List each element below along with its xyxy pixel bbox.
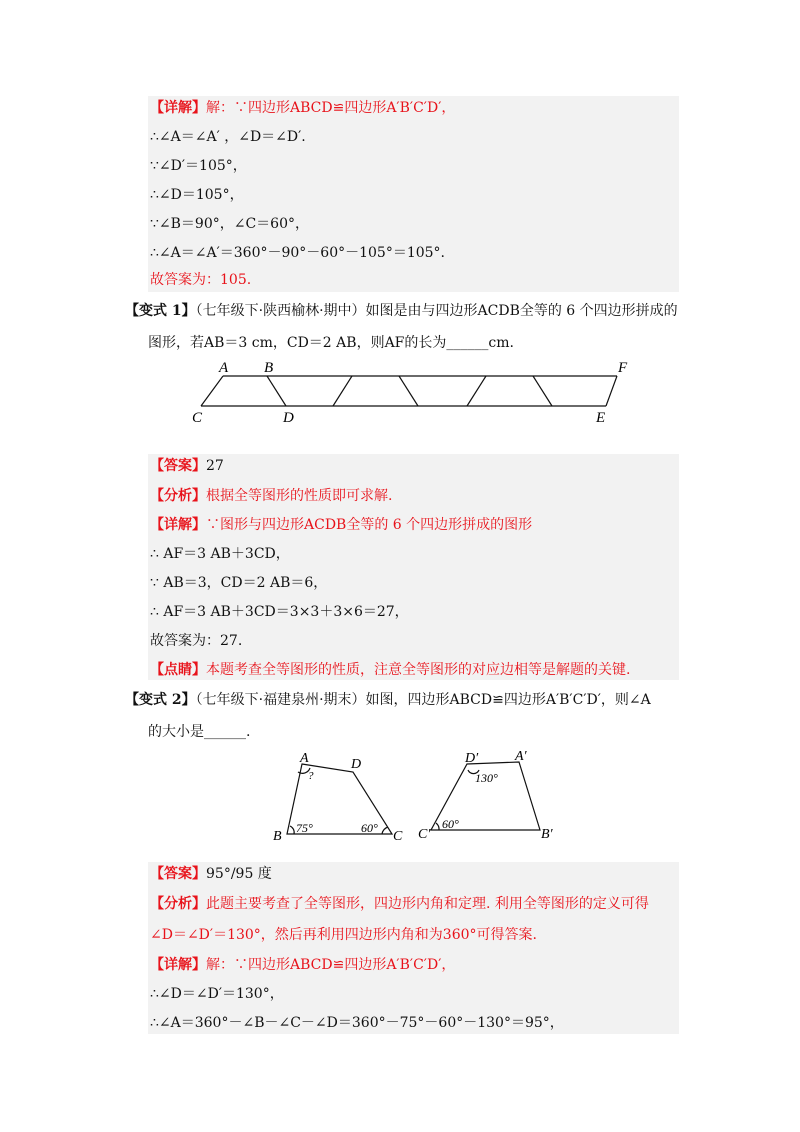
detail-text: 解：∵四边形ABCD≌四边形A′B′C′D′，	[206, 100, 456, 116]
variant-1-text: （七年级下·陕西榆林·期中）如图是由与四边形ACDB全等的 6 个四边形拼成的	[195, 303, 678, 319]
step-line: ∴∠D＝∠D′＝130°，	[150, 986, 284, 1002]
fig2-label-75: 75°	[296, 821, 313, 835]
detail-tag: 【详解】	[150, 517, 206, 533]
variant-1-line-1	[125, 301, 678, 321]
fig2-label-B-prime: B′	[541, 827, 553, 842]
fig2-label-B: B	[273, 829, 282, 844]
detail-line	[150, 98, 455, 118]
step-line: ∴ AF＝3 AB＋3CD＝3×3＋3×6＝27，	[150, 604, 409, 620]
fig2-label-60-prime: 60°	[442, 817, 459, 831]
detail-text: 解：∵四边形ABCD≌四边形A′B′C′D′，	[206, 957, 456, 973]
fig2-label-D: D	[351, 757, 362, 772]
step-line: ∴ AF＝3 AB＋3CD，	[150, 546, 290, 562]
step-line: ∴∠A＝360°－∠B－∠C－∠D＝360°－75°－60°－130°＝95°，	[150, 1015, 564, 1031]
answer-value: 27	[206, 458, 224, 474]
step-line: ∴∠D＝105°，	[150, 187, 244, 203]
answer-tag: 【答案】	[150, 458, 206, 474]
fig2-label-D-prime: D′	[465, 751, 479, 766]
fig1-label-E: E	[596, 410, 606, 426]
detail-tag: 【详解】	[150, 100, 206, 116]
solution-block-1	[148, 96, 679, 292]
analysis-text: 此题主要考查了全等图形，四边形内角和定理. 利用全等图形的定义可得	[206, 896, 649, 912]
answer-value: 95°/95 度	[206, 866, 272, 882]
step-line: ∵∠D′＝105°，	[150, 158, 247, 174]
step-line: ∵∠B＝90°，∠C＝60°，	[150, 216, 309, 232]
fig1-label-B: B	[264, 360, 274, 376]
comment-tag: 【点睛】	[150, 662, 206, 678]
step-line: ∴∠A＝∠A′ ，∠D＝∠D′.	[150, 129, 306, 145]
figure-congruent-quadrilaterals	[265, 748, 565, 848]
solution-block-3	[148, 862, 679, 1034]
fig2-label-C-prime: C′	[418, 827, 431, 842]
comment-text: 本题考查全等图形的性质，注意全等图形的对应边相等是解题的关键.	[206, 662, 631, 678]
figure-parallelogram-strip	[190, 358, 630, 428]
solution-block-2	[148, 454, 679, 680]
answer-line	[150, 456, 224, 476]
fig2-label-130: 130°	[475, 771, 498, 785]
detail-text: ∵图形与四边形ACDB全等的 6 个四边形拼成的图形	[206, 517, 533, 533]
analysis-line	[150, 486, 392, 506]
final-answer-line: 故答案为：27.	[150, 633, 243, 649]
variant-1-line-2: 图形，若AB＝3 cm，CD＝2 AB，则AF的长为______cm.	[148, 335, 514, 351]
variant-1-tag: 【变式 1】	[125, 303, 196, 319]
comment-line	[150, 660, 630, 680]
answer-line	[150, 864, 272, 884]
step-line: ∴∠A＝∠A′＝360°－90°－60°－105°＝105°.	[150, 245, 446, 261]
variant-2-text: （七年级下·福建泉州·期末）如图，四边形ABCD≌四边形A′B′C′D′，则∠A	[195, 692, 651, 708]
fig1-label-C: C	[192, 410, 203, 426]
variant-2-tag: 【变式 2】	[125, 692, 196, 708]
fig2-label-A-prime: A′	[515, 749, 527, 764]
fig2-label-A: A	[300, 751, 309, 766]
answer-tag: 【答案】	[150, 866, 206, 882]
fig2-label-C: C	[393, 829, 403, 844]
fig1-label-D: D	[283, 410, 294, 426]
final-answer-line: 故答案为：105.	[150, 272, 252, 288]
fig2-label-60: 60°	[361, 821, 378, 835]
analysis-tag: 【分析】	[150, 488, 206, 504]
analysis-line-1	[150, 894, 649, 914]
variant-2-line-1	[125, 690, 651, 710]
analysis-tag: 【分析】	[150, 896, 206, 912]
variant-2-line-2: 的大小是______.	[148, 724, 251, 740]
detail-line	[150, 955, 455, 975]
step-line: ∵ AB＝3，CD＝2 AB＝6，	[150, 575, 328, 591]
analysis-line-2: ∠D＝∠D′＝130°，然后再利用四边形内角和为360°可得答案.	[150, 927, 537, 943]
fig1-label-F: F	[618, 360, 628, 376]
detail-line	[150, 515, 532, 535]
fig1-label-A: A	[219, 360, 229, 376]
detail-tag: 【详解】	[150, 957, 206, 973]
analysis-text: 根据全等图形的性质即可求解.	[206, 488, 393, 504]
fig2-label-question: ?	[308, 770, 314, 782]
